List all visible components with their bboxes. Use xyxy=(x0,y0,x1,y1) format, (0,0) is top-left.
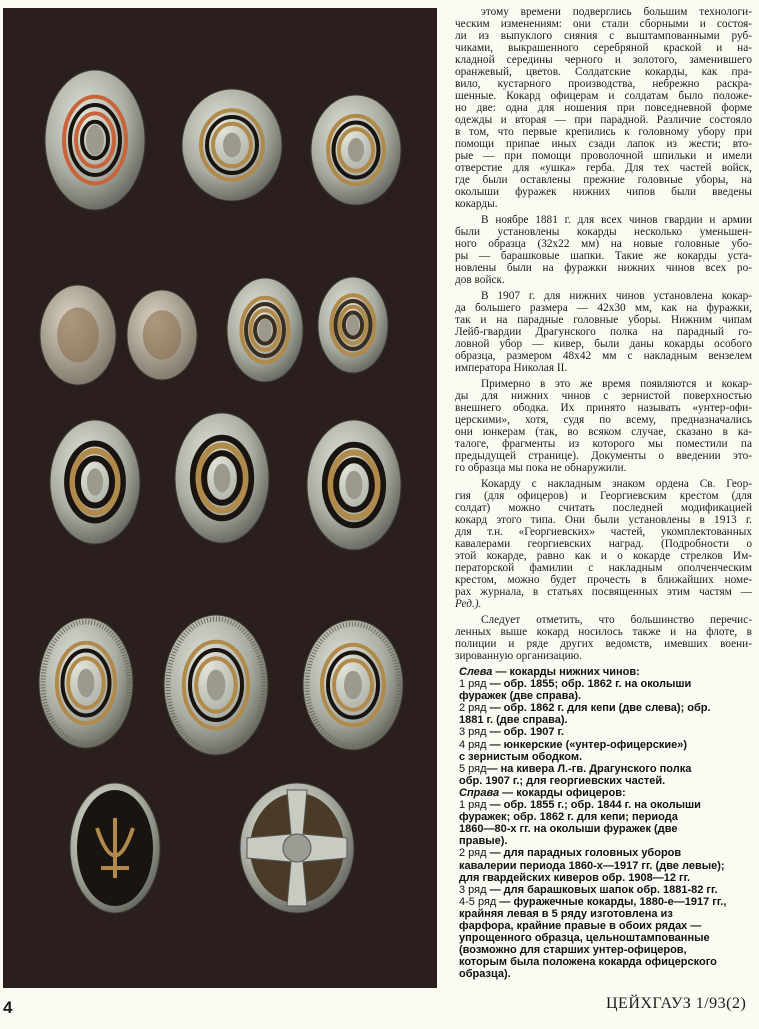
text-line: этой кокарде, равно как и о кокарде стрелков Им- xyxy=(455,550,752,562)
text-line: солдат) можно считать последней модификацией xyxy=(455,502,752,514)
cockade-oval-black xyxy=(307,420,401,550)
caption-text: фуражек (две справа). xyxy=(459,690,582,703)
text-line: ческим изменениям: они стали сборными и состоя- xyxy=(455,18,752,30)
caption-line xyxy=(459,775,754,787)
text-line: этому времени подверглись большим технологи- xyxy=(481,6,752,18)
caption-line xyxy=(459,726,754,738)
caption-line xyxy=(459,690,754,702)
text-line: шенные. Кокард офицерам и солдатам было положе- xyxy=(455,90,752,102)
caption-line xyxy=(459,920,754,932)
text-line: зированную организацию. xyxy=(455,650,582,662)
cockades-photo xyxy=(3,8,437,988)
text-line: кокарды. xyxy=(455,198,498,210)
text-line: Лейб-гвардии Драгунского полка на парадный го- xyxy=(455,326,752,338)
caption-text: — фуражечные кокарды, 1880-е—1917 гг., xyxy=(496,895,727,908)
text-line: внешнего ободка. Их принято называть «унтер-офи- xyxy=(455,402,752,414)
cockade-grain xyxy=(39,618,133,748)
text-line: Примерно в это же время появляются и кокар- xyxy=(481,378,752,390)
text-line: ды для нижних чинов с зернистой поверхностью xyxy=(455,390,752,402)
caption-row-label: 1 ряд xyxy=(459,678,487,691)
caption-text: крайняя левая в 5 ряду изготовлена из xyxy=(459,907,673,920)
caption-heading: Справа xyxy=(459,786,500,799)
text-line: помощи припае иных сзади лапок из жести; вто- xyxy=(455,138,752,150)
caption-row-label: 3 ряд xyxy=(459,883,487,896)
caption-line xyxy=(459,799,754,811)
text-line: они юнкерам (так, во всяком случае, сказано в ка- xyxy=(455,426,752,438)
text-line: оранжевый, цветов. Солдатские кокарды, как пра- xyxy=(455,66,752,78)
caption-line xyxy=(459,714,754,726)
caption-text: — для барашковых шапок обр. 1881-82 гг. xyxy=(486,883,718,896)
caption-line xyxy=(459,956,754,968)
cockade-monogram xyxy=(70,783,160,913)
text-line: императора Николая II. xyxy=(455,362,568,374)
caption-line xyxy=(459,763,754,775)
text-line: дов войск. xyxy=(455,274,505,286)
caption-text: — обр. 1907 г. xyxy=(486,726,565,739)
text-line: были установлены кокарды несколько уменьшен- xyxy=(455,226,752,238)
caption-line xyxy=(459,872,754,884)
text-line: В 1907 г. для нижних чинов установлена кокар- xyxy=(481,290,752,302)
text-line: так и на парадные головные уборы. Нижним чипам xyxy=(455,314,752,326)
caption-text: фарфора, крайние правые в обоих рядах — xyxy=(459,919,702,932)
text-line: в том, что первые крепились к головному убору при xyxy=(455,126,752,138)
text-line: но две: одна для ношения при повседневной форме xyxy=(455,102,752,114)
text-line: Ред.). xyxy=(455,598,482,610)
caption-text: — обр. 1862 г. для кепи (две слева); обр. xyxy=(486,702,711,715)
cockades-illustration xyxy=(3,8,437,988)
cockade-oval-black xyxy=(175,413,269,543)
cockade-worn xyxy=(127,290,197,380)
caption-text: с зернистым ободком. xyxy=(459,750,583,763)
text-line: новлены были на фуражки нижних чинов всех ро- xyxy=(455,262,752,274)
page-number: 4 xyxy=(3,998,13,1017)
cockade-oval-black xyxy=(50,420,140,544)
paragraph xyxy=(455,478,752,610)
text-line: где были оставлены прежние головные уборы, на xyxy=(455,174,752,186)
caption-line xyxy=(459,739,754,751)
caption-line xyxy=(459,702,754,714)
text-line: Кокарду с накладным знаком ордена Св. Геор- xyxy=(481,478,752,490)
text-line: ленных выше кокард носилось также и на флоте, в xyxy=(455,626,752,638)
text-line: чиками, выкрашенного серебряной краской и на- xyxy=(455,42,752,54)
caption-line xyxy=(459,968,754,980)
caption-text: — обр. 1855 г.; обр. 1844 г. на околыши xyxy=(486,799,701,812)
caption-row-label: 2 ряд xyxy=(459,702,487,715)
cockade-rings xyxy=(227,278,303,382)
caption-text: которым была положена кокарда офицерского xyxy=(459,956,717,969)
caption-row-label: 3 ряд xyxy=(459,726,487,739)
caption-text: — кокарды нижних чинов: xyxy=(492,666,640,678)
caption-text: (возможно для старших унтер-офицеров, xyxy=(459,944,687,957)
text-line: ного образца (32х22 мм) на новые головные убо- xyxy=(455,238,752,250)
cockade-oval-orange xyxy=(45,70,145,210)
caption-row-label: 2 ряд xyxy=(459,847,487,860)
caption-line xyxy=(459,811,754,823)
cockade-worn xyxy=(40,285,116,385)
text-line: гия (для офицеров) и Георгиевским крестом (для xyxy=(455,490,752,502)
text-line: для т.н. «Георгиевских» частей, укомплектованных xyxy=(455,526,752,538)
text-line: ператорской фамилии с накладным ополченческим xyxy=(455,562,752,574)
text-line: одежды и вторая — при парадной. Различие состояло xyxy=(455,114,752,126)
text-line: талоге, фрагменты из которого мы поместили па xyxy=(455,438,752,450)
cockade-rings xyxy=(318,277,388,373)
caption-line xyxy=(459,860,754,872)
text-line: предыдущей странице). Документы о введении это- xyxy=(455,450,752,462)
caption-text: 1860—80-х гг. на околыши фуражек (две xyxy=(459,823,678,836)
caption-text: 1881 г. (две справа). xyxy=(459,714,568,727)
caption-text: — кокарды офицеров: xyxy=(499,786,626,799)
text-line: отверстие для «ушка» герба. Для тех частей войск, xyxy=(455,162,752,174)
caption-row-label: 5 ряд xyxy=(459,762,487,775)
text-line: го образца мы пока не обнаружили. xyxy=(455,462,627,474)
cockade-grain-silver xyxy=(303,620,403,750)
caption-line xyxy=(459,884,754,896)
text-line: ры — барашковые шапки. Такие же кокарды уста- xyxy=(455,250,752,262)
caption-text: — юнкерские («унтер-офицерские») xyxy=(486,738,688,751)
caption-line xyxy=(459,932,754,944)
caption-text: упрощенного образца, цельноштампованные xyxy=(459,932,710,945)
caption-text: фуражек; обр. 1862 г. для кепи; периода xyxy=(459,811,678,824)
cockade-grain xyxy=(164,615,268,755)
caption-text: для гвардейских киверов обр. 1908—12 гг. xyxy=(459,871,691,884)
caption-line xyxy=(459,666,754,678)
text-line: Следует отметить, что большинство перечис- xyxy=(481,614,752,626)
text-line: да большего размера — 42х30 мм, как на фуражки, xyxy=(455,302,752,314)
caption-text: обр. 1907 г.; для георгиевских частей. xyxy=(459,774,666,787)
paragraph xyxy=(455,378,752,474)
cockade-oval-gold xyxy=(182,89,282,201)
caption-line xyxy=(459,678,754,690)
caption-text: — обр. 1855; обр. 1862 г. на околыши xyxy=(486,678,692,691)
text-line: церскими», хотя, судя по всему, предназначались xyxy=(455,414,752,426)
caption-row-label: 4 ряд xyxy=(459,738,487,751)
caption-line xyxy=(459,751,754,763)
caption-text: — на кивера Л.-гв. Драгунского полка xyxy=(486,762,692,775)
caption-line xyxy=(459,835,754,847)
caption-row-label: 1 ряд xyxy=(459,799,487,812)
text-line: крестом, можно будет прочесть в ближайших номе- xyxy=(455,574,752,586)
photo-caption xyxy=(459,666,754,980)
caption-line xyxy=(459,847,754,859)
text-line: В ноябре 1881 г. для всех чинов гвардии и армии xyxy=(481,214,752,226)
paragraph xyxy=(455,290,752,374)
magazine-footer: ЦЕЙХГАУЗ 1/93(2) xyxy=(606,995,747,1012)
caption-line xyxy=(459,944,754,956)
paragraph xyxy=(455,6,752,210)
caption-text: — для парадных головных уборов xyxy=(486,847,682,860)
text-line: кокард этого типа. Они были установлены в 1913 г. xyxy=(455,514,752,526)
text-line: околыши фуражек нижних чипов были введены xyxy=(455,186,752,198)
caption-line xyxy=(459,896,754,908)
article-text xyxy=(455,6,752,666)
text-line: вило, кустарного производства, небрежно раскра- xyxy=(455,78,752,90)
text-line: полиции и ряде других ведомств, имевших воени- xyxy=(455,638,752,650)
caption-line xyxy=(459,787,754,799)
caption-text: правые). xyxy=(459,835,508,848)
cockade-cross xyxy=(240,783,354,913)
paragraph xyxy=(455,214,752,286)
text-line: кавалерами георгиевских наград. (Подробности о xyxy=(455,538,752,550)
cockade-oval-gold xyxy=(311,95,401,205)
caption-line xyxy=(459,908,754,920)
text-line: ли из выпуклого сияния с выштампованными руб- xyxy=(455,30,752,42)
text-line: кладной середины черного и золотого, заменившего xyxy=(455,54,752,66)
caption-text: кавалерии периода 1860-х—1917 гг. (две левые); xyxy=(459,859,725,872)
caption-heading: Слева xyxy=(459,666,493,678)
paragraph xyxy=(455,614,752,662)
caption-text: образца). xyxy=(459,968,511,981)
text-line: рах журнала, в статьях посвященных этим частям — xyxy=(455,586,752,598)
caption-line xyxy=(459,823,754,835)
caption-row-label: 4-5 ряд xyxy=(459,895,497,908)
text-line: ловной убор — кивер, были даны кокарды особого xyxy=(455,338,752,350)
text-line: образца, размером 48х42 мм с накладным вензелем xyxy=(455,350,752,362)
text-line: рые — при помощи проволочной шпильки и имели xyxy=(455,150,752,162)
